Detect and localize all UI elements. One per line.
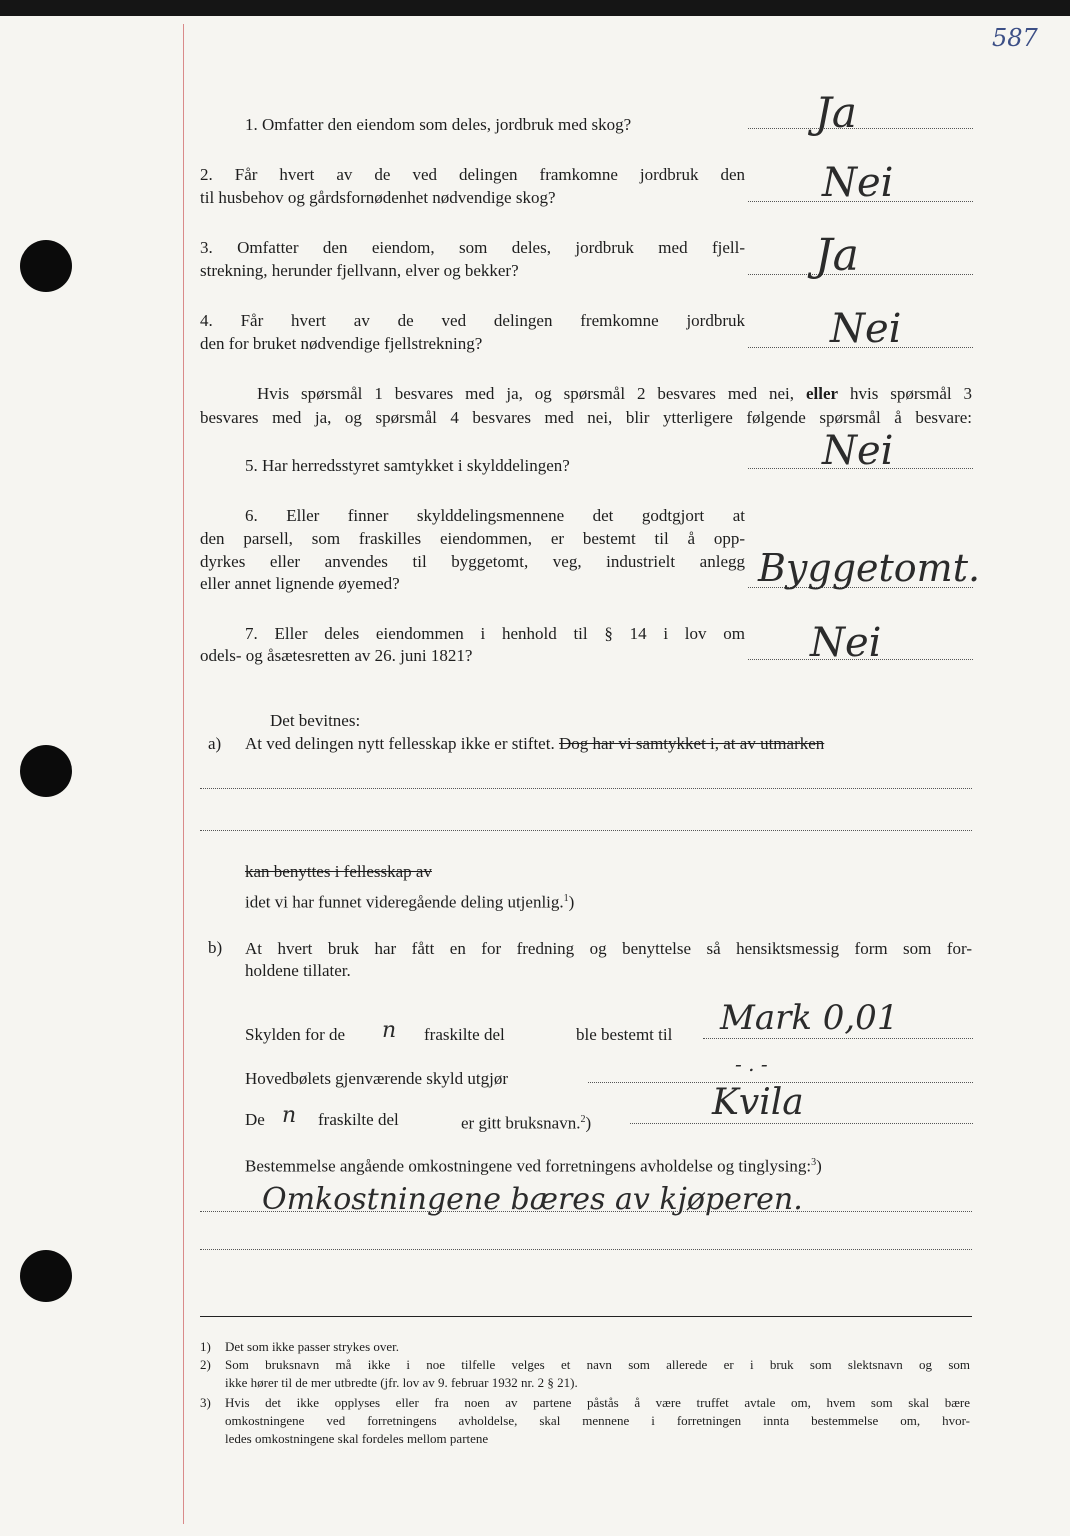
skyld-line1-c: ble bestemt til bbox=[576, 1025, 673, 1044]
item-a-text bbox=[245, 733, 824, 755]
footnote-2-line2: ikke hører til de mer utbredte (jfr. lov av 9. februar 1932 nr. 2 § 21). bbox=[225, 1375, 578, 1390]
question-4-line1: 4. Får hvert av de ved delingen fremkomne jordbruk bbox=[200, 311, 745, 330]
footnote-1: Det som ikke passer strykes over. bbox=[225, 1339, 400, 1354]
item-a-statement: At ved delingen nytt fellesskap ikke er stiftet. bbox=[245, 734, 555, 753]
answer-line bbox=[703, 1038, 973, 1039]
answer-7: Nei bbox=[810, 620, 882, 666]
question-2-line2: til husbehov og gårdsfornødenhet nødvendige skog? bbox=[200, 188, 556, 207]
footnote-mark: 2) bbox=[200, 1357, 211, 1372]
page-number: 587 bbox=[992, 24, 1038, 52]
item-b-line1: At hvert bruk har fått en for fredning og benyttelse så hensiktsmessig form som for- bbox=[245, 939, 972, 958]
margin-rule bbox=[183, 24, 184, 1524]
item-a-struck-line2: kan benyttes i fellesskap av bbox=[245, 862, 432, 881]
skyld-line1-mark: n bbox=[382, 1018, 397, 1043]
skyld-line4-close: ) bbox=[816, 1156, 822, 1176]
attest-heading: Det bevitnes: bbox=[270, 711, 361, 730]
bruksnavn-answer: Kvila bbox=[712, 1082, 804, 1123]
answer-line bbox=[748, 128, 973, 129]
answer-1: Ja bbox=[815, 88, 857, 137]
item-b-line2: holdene tillater. bbox=[245, 961, 351, 980]
answer-6: Byggetomt. bbox=[758, 546, 981, 590]
item-a-struck: Dog har vi samtykket i, at av utmarken bbox=[558, 734, 825, 753]
skyld-line4-wrap bbox=[245, 1152, 822, 1178]
answer-line bbox=[630, 1123, 973, 1124]
footnote-3-line3: ledes omkostningene skal fordeles mellom partene bbox=[225, 1431, 489, 1446]
skyld-line3-c: er gitt bruksnavn. bbox=[461, 1113, 581, 1133]
answer-4: Nei bbox=[830, 306, 902, 352]
question-3-line1: 3. Omfatter den eiendom, som deles, jordbruk med fjell- bbox=[200, 238, 745, 257]
condition-line1 bbox=[200, 382, 972, 405]
punch-hole bbox=[20, 745, 72, 797]
question-1: 1. Omfatter den eiendom som deles, jordbruk med skog? bbox=[245, 115, 632, 134]
scan-top-edge bbox=[0, 0, 1070, 16]
item-a-label: a) bbox=[208, 734, 222, 753]
omkostning-answer: Omkostningene bæres av kjøperen. bbox=[262, 1182, 803, 1217]
condition-text: Hvis spørsmål 1 besvares med ja, og spørsmål 2 besvares med nei, bbox=[257, 384, 795, 403]
footnote-2-line1: Som bruksnavn må ikke i noe tilfelle velges et navn som allerede er i bruk som slektsnavn og som bbox=[225, 1357, 970, 1372]
answer-3: Ja bbox=[815, 230, 859, 281]
question-5: 5. Har herredsstyret samtykket i skylddelingen? bbox=[245, 456, 570, 475]
condition-line2: besvares med ja, og spørsmål 4 besvares med nei, blir ytterligere følgende spørsmål å besvare: bbox=[200, 408, 972, 427]
question-6-line3: dyrkes eller anvendes til byggetomt, veg, industrielt anlegg bbox=[200, 552, 745, 571]
footnote-ref: 2 bbox=[580, 1114, 586, 1125]
question-6-line2: den parsell, som fraskilles eiendommen, er bestemt til å opp- bbox=[200, 529, 745, 548]
item-a-text2: idet vi har funnet videregående deling utjenlig.$^1$) bbox=[245, 892, 575, 912]
question-6-line4: eller annet lignende øyemed? bbox=[200, 574, 400, 593]
answer-5: Nei bbox=[822, 428, 894, 474]
answer-line bbox=[748, 274, 973, 275]
question-4-line2: den for bruket nødvendige fjellstrekning? bbox=[200, 334, 483, 353]
condition-text: hvis spørsmål 3 bbox=[849, 384, 973, 403]
skyld-line1-b: fraskilte del bbox=[424, 1025, 505, 1044]
footnote-3-line1: Hvis det ikke opplyses eller fra noen av partene påstås å være truffet avtale om, hvem som skal bære bbox=[225, 1395, 970, 1410]
question-2-line1: 2. Får hvert av de ved delingen framkomne jordbruk den bbox=[200, 165, 745, 184]
question-7-line1: 7. Eller deles eiendommen i henhold til § 14 i lov om bbox=[245, 624, 745, 643]
blank-line bbox=[200, 830, 972, 831]
footnote-rule bbox=[200, 1316, 972, 1317]
answer-2: Nei bbox=[822, 160, 894, 206]
skyld-line3-close: ) bbox=[585, 1113, 592, 1133]
question-7-line2: odels- og åsætesretten av 26. juni 1821? bbox=[200, 646, 473, 665]
item-b-label: b) bbox=[208, 938, 223, 957]
blank-line bbox=[200, 788, 972, 789]
skyld-line3-b: fraskilte del bbox=[318, 1110, 399, 1129]
skyld-line2: Hovedbølets gjenværende skyld utgjør bbox=[245, 1069, 508, 1088]
question-3-line2: strekning, herunder fjellvann, elver og bekker? bbox=[200, 261, 519, 280]
punch-hole bbox=[20, 240, 72, 292]
skyld-line2-answer: - . - bbox=[735, 1052, 768, 1076]
blank-line bbox=[200, 1249, 972, 1250]
question-6-line1: 6. Eller finner skylddelingsmennene det godtgjort at bbox=[245, 506, 745, 525]
skyld-line3-c-wrap bbox=[461, 1109, 591, 1135]
answer-line bbox=[200, 1211, 972, 1212]
skyld-line3-a: De bbox=[245, 1110, 265, 1129]
punch-hole bbox=[20, 1250, 72, 1302]
skyld-line3-mark: n bbox=[282, 1103, 297, 1128]
footnote-ref: 1 bbox=[563, 893, 569, 904]
skyld-answer: Mark 0,01 bbox=[720, 998, 899, 1038]
skyld-line4: Bestemmelse angående omkostningene ved forretningens avholdelse og tinglysing: bbox=[245, 1156, 812, 1176]
item-a-text2-body: idet vi har funnet videregående deling utjenlig. bbox=[245, 892, 564, 912]
footnote-3-line2: omkostningene ved forretningens avholdelse, skal mennene i forretningen innta bestemmelse om, hvor- bbox=[225, 1413, 970, 1428]
footnote-mark: 3) bbox=[200, 1395, 211, 1410]
skyld-line1-a: Skylden for de bbox=[245, 1025, 346, 1044]
footnote-ref: 3 bbox=[811, 1157, 817, 1168]
condition-bold: eller bbox=[805, 384, 839, 403]
footnote-mark: 1) bbox=[200, 1339, 211, 1354]
